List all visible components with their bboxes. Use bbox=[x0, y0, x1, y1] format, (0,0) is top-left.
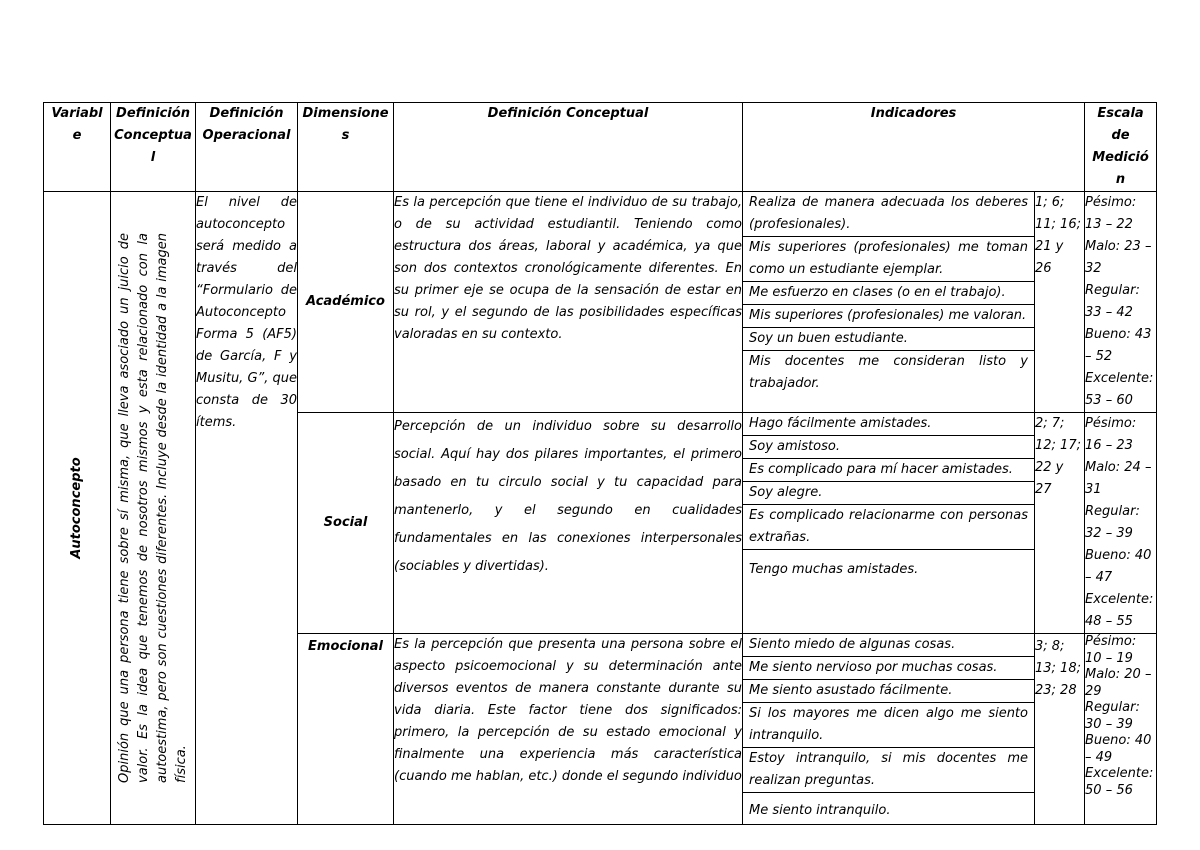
variable-cell bbox=[44, 192, 111, 825]
header-variable: Variabl e bbox=[44, 103, 111, 192]
indicator: Mis superiores (profesionales) me toman como un estudiante ejemplar. bbox=[743, 237, 1034, 282]
dimension-definition: Es la percepción que presenta una persona sobre el aspecto psicoemocional y su determinación ante diversos eventos de manera constante durante su vida diaria. Este factor tiene dos significados: primero, la percepción de su estado emocional y finalmente una experiencia más característica (cuando me hablan, etc.) donde el segundo individuo bbox=[394, 634, 743, 825]
indicator: Tengo muchas amistades. bbox=[749, 562, 919, 577]
scale-level: Malo: 23 – 32 bbox=[1085, 239, 1152, 276]
dimension-name: Académico bbox=[298, 192, 394, 413]
dimension-name: Social bbox=[298, 413, 394, 634]
scale-level: Regular: 33 – 42 bbox=[1085, 283, 1140, 320]
scale-level: Bueno: 40 – 47 bbox=[1085, 548, 1152, 585]
dimension-definition: Percepción de un individuo sobre su desarrollo social. Aquí hay dos pilares importantes, el primero basado en tu circulo social y tu capacidad para mantenerlo, y el segundo en cualidades fundamentales en las conexiones interpersonales (sociables y divertidas). bbox=[394, 413, 743, 634]
indicator: Soy un buen estudiante. bbox=[743, 328, 1034, 351]
indicator: Es complicado para mí hacer amistades. bbox=[743, 459, 1034, 482]
indicator: Me siento nervioso por muchas cosas. bbox=[743, 657, 1034, 680]
scale-level: Pésimo: 10 – 19 bbox=[1085, 634, 1137, 666]
scale-level: Regular: 30 – 39 bbox=[1085, 700, 1140, 732]
header-operational-definition: Definición Operacional bbox=[196, 103, 298, 192]
scale-level: Bueno: 43 – 52 bbox=[1085, 327, 1152, 364]
indicator: Realiza de manera adecuada los deberes (profesionales). bbox=[743, 192, 1034, 237]
indicators-cell bbox=[743, 634, 1035, 825]
scale-level: Regular: 32 – 39 bbox=[1085, 504, 1140, 541]
indicator: Me siento intranquilo. bbox=[749, 803, 891, 818]
indicator: Soy amistoso. bbox=[743, 436, 1034, 459]
header-dimension-definition: Definición Conceptual bbox=[394, 103, 743, 192]
indicator: Me esfuerzo en clases (o en el trabajo). bbox=[743, 282, 1034, 305]
scale-level: Bueno: 40 – 49 bbox=[1085, 733, 1152, 765]
operational-definition-text: El nivel de autoconcepto será medido a través del “Formulario de Autoconcepto Forma 5 (AF5) de García, F y Musitu, G”, que consta de 30 ítems. bbox=[196, 195, 298, 430]
scale-level: Excelente: 50 – 56 bbox=[1085, 766, 1154, 798]
indicator: Estoy intranquilo, si mis docentes me realizan preguntas. bbox=[743, 748, 1034, 793]
dimension-definition: Es la percepción que tiene el individuo de su trabajo, o de su actividad estudiantil. Teniendo como estructura dos áreas, laboral y académica, ya que son dos contextos cronológicamente diferentes. En su primer eje se ocupa de la sensación de estar en su rol, y el segundo de las posibilidades específicas valoradas en su contexto. bbox=[394, 192, 743, 413]
item-numbers: 3; 8; 13; 18; 23; 28 bbox=[1035, 634, 1085, 825]
indicator: Es complicado relacionarme con personas extrañas. bbox=[743, 505, 1034, 550]
dimension-name: Emocional bbox=[298, 634, 394, 825]
indicators-cell bbox=[743, 192, 1035, 413]
variable-conceptual-definition: Opinión que una persona tiene sobre sí misma, que lleva asociado un juicio de valor. Es la idea que tenemos de nosotros mismos y esta relacionado con la autoestima, pero son cuestiones diferentes. Incluye desde la identidad a la imagen física. bbox=[117, 233, 189, 783]
header-dimensions: Dimensione s bbox=[298, 103, 394, 192]
scale-cell bbox=[1085, 413, 1157, 634]
scale-level: Pésimo: 16 – 23 bbox=[1085, 416, 1137, 453]
header-scale: Escala de Medició n bbox=[1085, 103, 1157, 192]
header-indicators: Indicadores bbox=[743, 103, 1085, 192]
dimension-row-academico bbox=[44, 192, 1157, 413]
indicators-cell bbox=[743, 413, 1035, 634]
header-conceptual-definition: Definición Conceptua l bbox=[111, 103, 196, 192]
indicator: Mis superiores (profesionales) me valoran. bbox=[743, 305, 1034, 328]
indicator: Soy alegre. bbox=[743, 482, 1034, 505]
indicator: Me siento asustado fácilmente. bbox=[743, 680, 1034, 703]
scale-level: Excelente: 53 – 60 bbox=[1085, 371, 1154, 408]
header-row bbox=[44, 103, 1157, 192]
scale-level: Malo: 24 – 31 bbox=[1085, 460, 1152, 497]
scale-level: Excelente: 48 – 55 bbox=[1085, 592, 1154, 629]
indicator: Si los mayores me dicen algo me siento intranquilo. bbox=[743, 703, 1034, 748]
conceptual-definition-cell bbox=[111, 192, 196, 825]
scale-level: Malo: 20 – 29 bbox=[1085, 667, 1152, 699]
scale-level: Pésimo: 13 – 22 bbox=[1085, 195, 1137, 232]
indicator: Mis docentes me consideran listo y trabajador. bbox=[749, 354, 1028, 391]
item-numbers: 2; 7; 12; 17; 22 y 27 bbox=[1035, 413, 1085, 634]
scale-cell bbox=[1085, 634, 1157, 825]
operational-definition-cell bbox=[196, 192, 298, 825]
operationalization-table bbox=[43, 102, 1157, 825]
indicator: Hago fácilmente amistades. bbox=[743, 413, 1034, 436]
item-numbers: 1; 6; 11; 16; 21 y 26 bbox=[1035, 192, 1085, 413]
indicator: Siento miedo de algunas cosas. bbox=[743, 634, 1034, 657]
scale-cell bbox=[1085, 192, 1157, 413]
variable-name: Autoconcepto bbox=[69, 457, 84, 559]
